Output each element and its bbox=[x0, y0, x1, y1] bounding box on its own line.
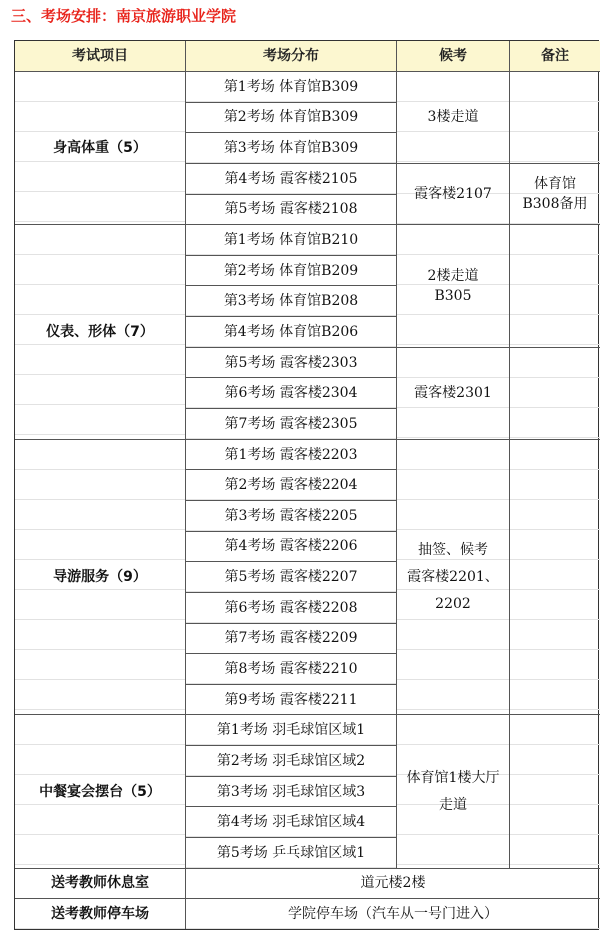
notes-cell bbox=[510, 164, 600, 225]
room-cell: 第4考场 霞客楼2105 bbox=[186, 164, 397, 195]
room-cell: 第1考场 霞客楼2203 bbox=[186, 440, 397, 471]
exam-arrangement-table bbox=[14, 40, 599, 930]
room-cell: 第8考场 霞客楼2210 bbox=[186, 654, 397, 685]
waiting-cell bbox=[397, 440, 510, 716]
room-cell: 第9考场 霞客楼2211 bbox=[186, 685, 397, 716]
room-cell: 第5考场 乒乓球馆区域1 bbox=[186, 838, 397, 869]
room-cell: 第3考场 体育馆B208 bbox=[186, 286, 397, 317]
teacher-lounge-value: 道元楼2楼 bbox=[186, 869, 600, 900]
room-cell: 第4考场 霞客楼2206 bbox=[186, 532, 397, 563]
room-cell: 第5考场 霞客楼2303 bbox=[186, 348, 397, 379]
notes-cell bbox=[510, 72, 600, 164]
notes-cell bbox=[510, 440, 600, 716]
notes-line: 体育馆 bbox=[533, 176, 576, 193]
room-cell: 第5考场 霞客楼2108 bbox=[186, 195, 397, 226]
room-cell: 第2考场 体育馆B209 bbox=[186, 256, 397, 287]
waiting-cell bbox=[397, 715, 510, 868]
col-header-item: 考试项目 bbox=[15, 41, 186, 72]
room-cell: 第7考场 霞客楼2209 bbox=[186, 624, 397, 655]
waiting-cell bbox=[397, 164, 510, 225]
room-cell: 第4考场 羽毛球馆区域4 bbox=[186, 807, 397, 838]
section-heading: 三、考场安排：南京旅游职业学院 bbox=[11, 7, 237, 25]
notes-cell bbox=[510, 225, 600, 348]
exam-item-appearance: 仪表、形体（7） bbox=[15, 225, 186, 439]
col-header-rooms: 考场分布 bbox=[186, 41, 397, 72]
room-cell: 第3考场 羽毛球馆区域3 bbox=[186, 777, 397, 808]
waiting-line: 走道 bbox=[438, 796, 467, 813]
waiting-line: 霞客楼2301 bbox=[414, 385, 492, 402]
room-cell: 第1考场 体育馆B309 bbox=[186, 72, 397, 103]
room-cell: 第1考场 羽毛球馆区域1 bbox=[186, 715, 397, 746]
teacher-lounge-label: 送考教师休息室 bbox=[15, 869, 186, 900]
room-cell: 第2考场 羽毛球馆区域2 bbox=[186, 746, 397, 777]
col-header-notes: 备注 bbox=[510, 41, 600, 72]
room-cell: 第3考场 体育馆B309 bbox=[186, 133, 397, 164]
room-cell: 第6考场 霞客楼2304 bbox=[186, 378, 397, 409]
notes-cell bbox=[510, 715, 600, 868]
exam-item-banquet-setting: 中餐宴会摆台（5） bbox=[15, 715, 186, 868]
waiting-line: 2楼走道 bbox=[427, 267, 479, 284]
room-cell: 第5考场 霞客楼2207 bbox=[186, 562, 397, 593]
teacher-parking-value: 学院停车场（汽车从一号门进入） bbox=[186, 899, 600, 929]
waiting-cell bbox=[397, 348, 510, 440]
exam-item-height-weight: 身高体重（5） bbox=[15, 72, 186, 225]
waiting-line: 2202 bbox=[435, 595, 471, 612]
waiting-line: 抽签、候考 bbox=[417, 541, 488, 558]
room-cell: 第2考场 体育馆B309 bbox=[186, 103, 397, 134]
waiting-line: 体育馆1楼大厅 bbox=[406, 769, 500, 786]
room-cell: 第1考场 体育馆B210 bbox=[186, 225, 397, 256]
waiting-line: B305 bbox=[434, 287, 472, 304]
room-cell: 第4考场 体育馆B206 bbox=[186, 317, 397, 348]
room-cell: 第3考场 霞客楼2205 bbox=[186, 501, 397, 532]
notes-line: B308备用 bbox=[522, 196, 588, 213]
waiting-line: 霞客楼2107 bbox=[414, 186, 492, 203]
waiting-line: 3楼走道 bbox=[427, 109, 479, 126]
exam-item-tour-guide: 导游服务（9） bbox=[15, 440, 186, 716]
teacher-parking-label: 送考教师停车场 bbox=[15, 899, 186, 929]
notes-cell bbox=[510, 348, 600, 440]
col-header-waiting: 候考 bbox=[397, 41, 510, 72]
waiting-cell bbox=[397, 72, 510, 164]
room-cell: 第6考场 霞客楼2208 bbox=[186, 593, 397, 624]
waiting-line: 霞客楼2201、 bbox=[407, 568, 499, 585]
room-cell: 第7考场 霞客楼2305 bbox=[186, 409, 397, 440]
waiting-cell bbox=[397, 225, 510, 348]
room-cell: 第2考场 霞客楼2204 bbox=[186, 470, 397, 501]
